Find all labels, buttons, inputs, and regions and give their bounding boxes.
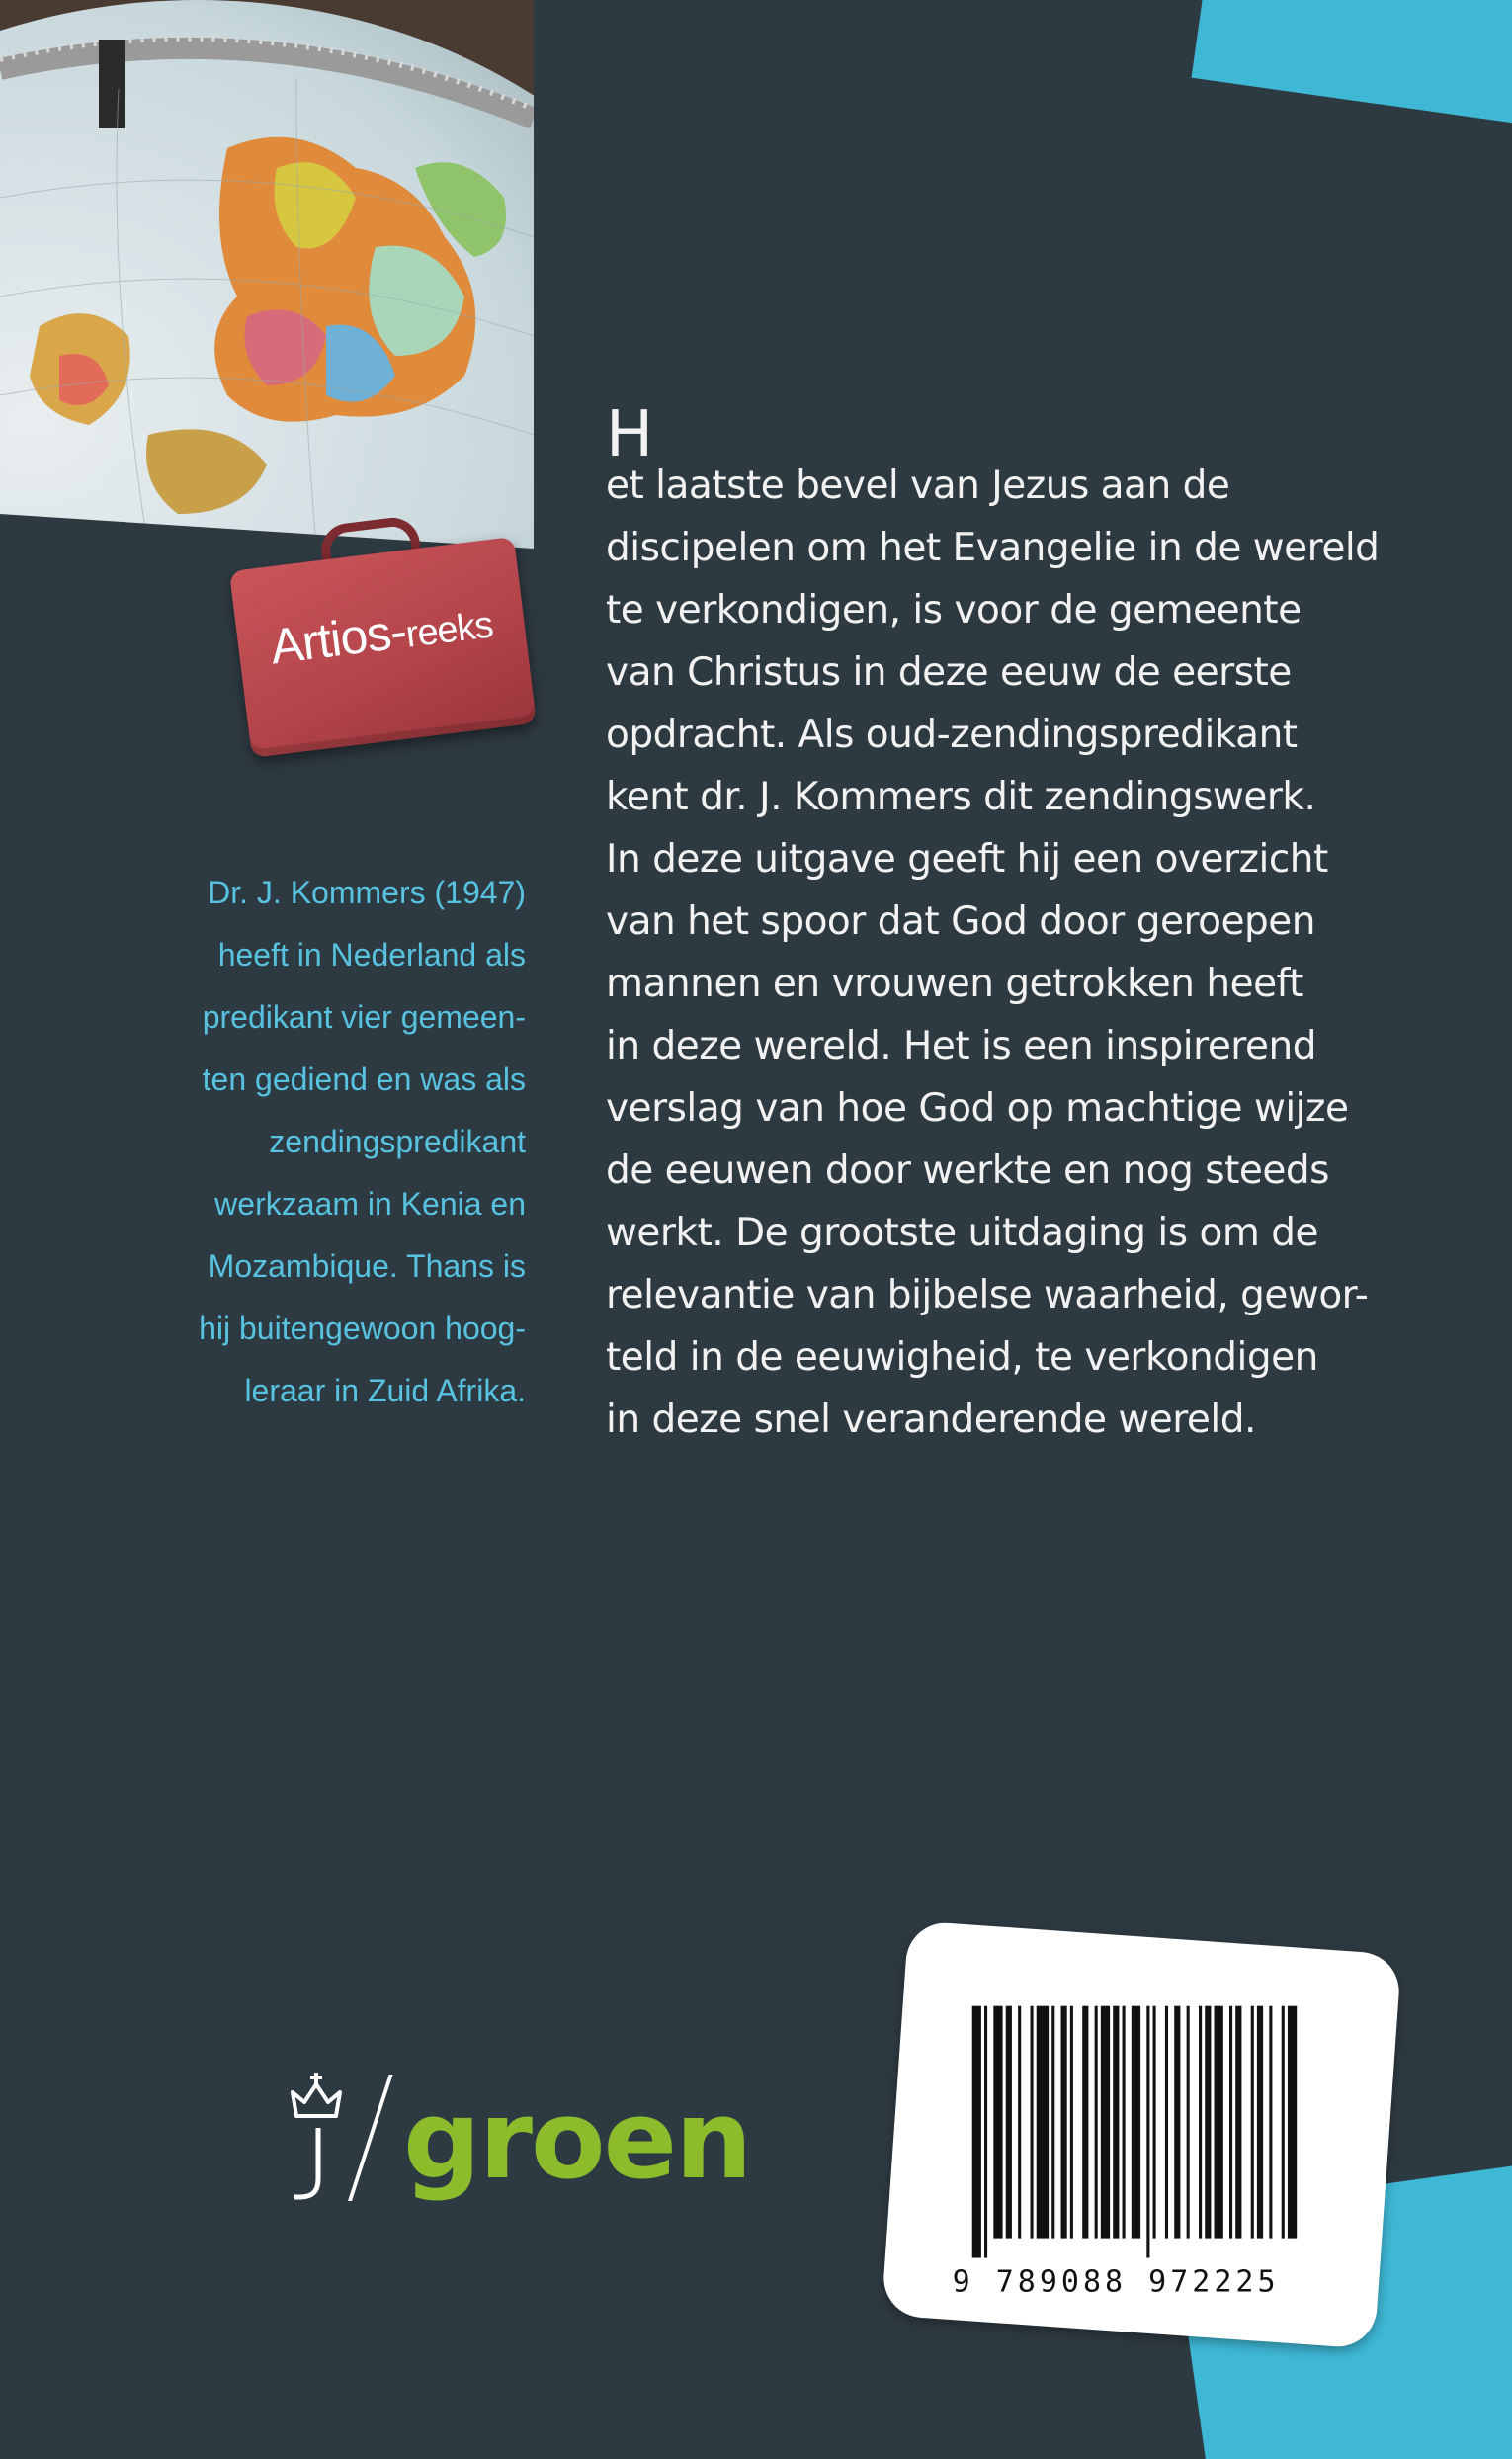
bio-line: hij buitengewoon hoog-	[199, 1311, 526, 1346]
barcode-bar	[972, 2006, 981, 2258]
description-line: In deze uitgave geeft hij een overzicht	[606, 837, 1328, 882]
isbn-barcode	[953, 2006, 1318, 2303]
barcode-bar	[1101, 2006, 1110, 2239]
barcode-bar	[1174, 2006, 1180, 2239]
barcode-bar	[1215, 2006, 1223, 2239]
series-name-suffix: reeks	[403, 604, 495, 656]
description-line: teld in de eeuwigheid, te verkondigen	[606, 1335, 1318, 1380]
series-name-main: Artios-	[267, 603, 409, 675]
bio-line: zendingspredikant	[269, 1124, 526, 1159]
barcode-bar	[1082, 2006, 1088, 2239]
barcode-bar	[1205, 2006, 1211, 2239]
description-line: opdracht. Als oud-zendingspredikant	[606, 713, 1298, 757]
barcode-bar	[1070, 2006, 1073, 2239]
description-first-rest: et laatste bevel van Jezus aan de	[606, 464, 1230, 508]
barcode-bar	[1113, 2006, 1119, 2239]
description-line: te verkondigen, is voor de gemeente	[606, 588, 1302, 633]
bio-line: Mozambique. Thans is	[208, 1248, 526, 1284]
barcode-bar	[1006, 2006, 1012, 2239]
bio-line: ten gediend en was als	[202, 1061, 526, 1097]
barcode-bar	[993, 2006, 1002, 2239]
logo-slash	[348, 2075, 393, 2201]
barcode-bar	[1199, 2006, 1202, 2239]
barcode-bar	[1123, 2006, 1126, 2239]
bio-line: predikant vier gemeen-	[202, 999, 526, 1035]
barcode-bar	[1229, 2006, 1232, 2239]
author-bio	[138, 862, 526, 1422]
barcode-bar	[1235, 2006, 1241, 2239]
bio-line: heeft in Nederland als	[217, 937, 526, 973]
barcode-bar	[1018, 2006, 1021, 2239]
globe-photo	[0, 0, 534, 549]
barcode-sticker	[882, 1920, 1402, 2349]
barcode-bar	[1282, 2006, 1285, 2239]
barcode-bar	[1037, 2006, 1049, 2239]
barcode-bar	[1288, 2006, 1297, 2239]
barcode-bar	[1031, 2006, 1034, 2239]
barcode-bar	[1165, 2006, 1168, 2239]
description-line: van Christus in deze eeuw de eerste	[606, 650, 1292, 695]
barcode-bar	[1251, 2006, 1254, 2239]
bio-line: leraar in Zuid Afrika.	[244, 1373, 526, 1408]
barcode-bar	[1146, 2006, 1149, 2258]
description-line: mannen en vrouwen getrokken heeft	[606, 962, 1303, 1006]
description-line: in deze snel veranderende wereld.	[606, 1398, 1256, 1442]
barcode-bars	[972, 2006, 1299, 2258]
description-line: discipelen om het Evangelie in de wereld	[606, 526, 1380, 570]
barcode-bar	[1051, 2006, 1054, 2239]
description-line: werkt. De grootste uitdaging is om de	[606, 1211, 1318, 1255]
bio-line: Dr. J. Kommers (1947)	[208, 875, 526, 910]
publisher-logo	[287, 2071, 751, 2219]
barcode-bar	[1061, 2006, 1067, 2239]
description-line: in deze wereld. Het is een inspirerend	[606, 1024, 1316, 1068]
barcode-bar	[1153, 2006, 1156, 2239]
crown-j-icon	[287, 2071, 346, 2209]
barcode-bar	[984, 2006, 987, 2258]
description-line: verslag van hoe God op machtige wijze	[606, 1086, 1349, 1131]
barcode-bar	[1095, 2006, 1098, 2239]
series-badge	[224, 497, 537, 758]
bio-line: werkzaam in Kenia en	[214, 1186, 526, 1222]
barcode-bar	[1257, 2006, 1263, 2239]
barcode-digits: 9 789088 972225	[952, 2264, 1280, 2300]
cyan-accent-top	[1192, 0, 1512, 135]
barcode-bar	[1269, 2006, 1272, 2239]
description-line: kent dr. J. Kommers dit zendingswerk.	[606, 775, 1316, 819]
publisher-name: groen	[403, 2077, 751, 2203]
description-line: de eeuwen door werkte en nog steeds	[606, 1148, 1329, 1193]
book-description	[606, 398, 1380, 1451]
description-first-line	[606, 398, 1377, 517]
barcode-bar	[1132, 2006, 1140, 2239]
barcode-bar	[1187, 2006, 1190, 2239]
description-line: relevantie van bijbelse waarheid, gewor-	[606, 1273, 1369, 1317]
drop-cap: H	[606, 398, 653, 471]
description-line: van het spoor dat God door geroepen	[606, 899, 1315, 944]
